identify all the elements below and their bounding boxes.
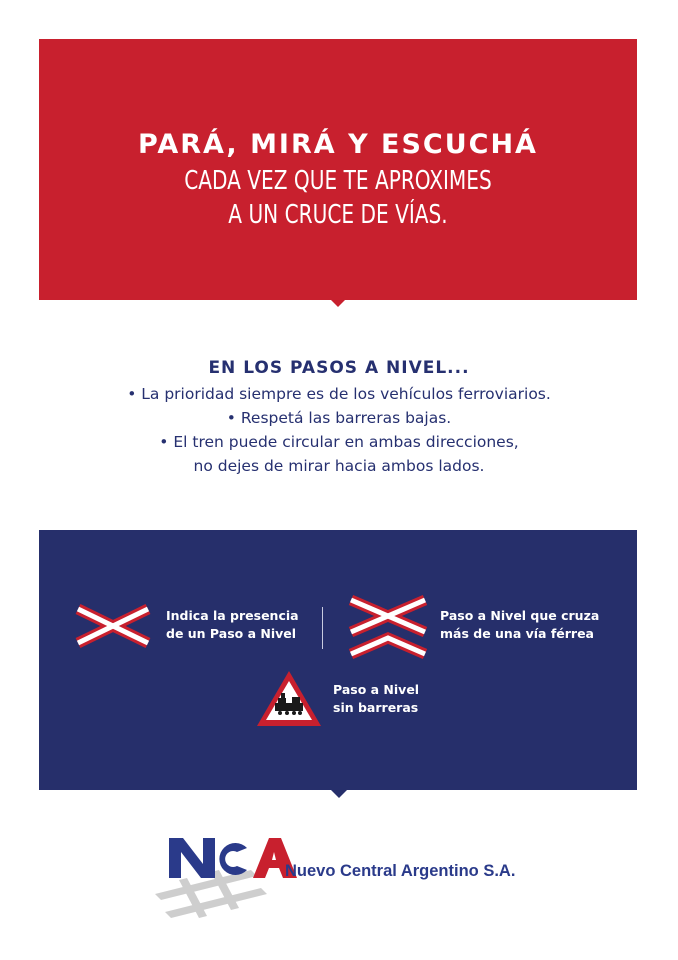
headline-subtitle-1: CADA VEZ QUE TE APROXIMES	[184, 166, 492, 196]
train-warning-sign-icon	[254, 668, 324, 730]
info-line: • El tren puede circular en ambas direcciones,	[159, 433, 519, 451]
panel-pointer	[331, 790, 347, 798]
sign-caption-single: Indica la presencia de un Paso a Nivel	[166, 608, 299, 641]
banner-pointer	[331, 300, 345, 307]
brand-name: Nuevo Central Argentino S.A.	[285, 862, 516, 880]
info-line: • La prioridad siempre es de los vehículos ferroviarios.	[127, 385, 551, 403]
railway-crossbuck-icon	[72, 603, 154, 649]
double-crossbuck-icon	[345, 594, 431, 660]
info-section	[0, 358, 678, 478]
info-line: no dejes de mirar hacia ambos lados.	[193, 457, 485, 475]
sign-caption-double: Paso a Nivel que cruza más de una vía férrea	[440, 608, 600, 641]
info-line: • Respetá las barreras bajas.	[226, 409, 452, 427]
signs-panel	[39, 530, 637, 790]
headline-banner	[39, 39, 637, 300]
info-heading: EN LOS PASOS A NIVEL...	[208, 358, 470, 378]
divider	[322, 607, 323, 649]
sign-caption-nobarrier: Paso a Nivel sin barreras	[333, 682, 420, 715]
headline-subtitle-2: A UN CRUCE DE VÍAS.	[228, 200, 448, 230]
headline-title: PARÁ, MIRÁ Y ESCUCHÁ	[138, 129, 538, 160]
